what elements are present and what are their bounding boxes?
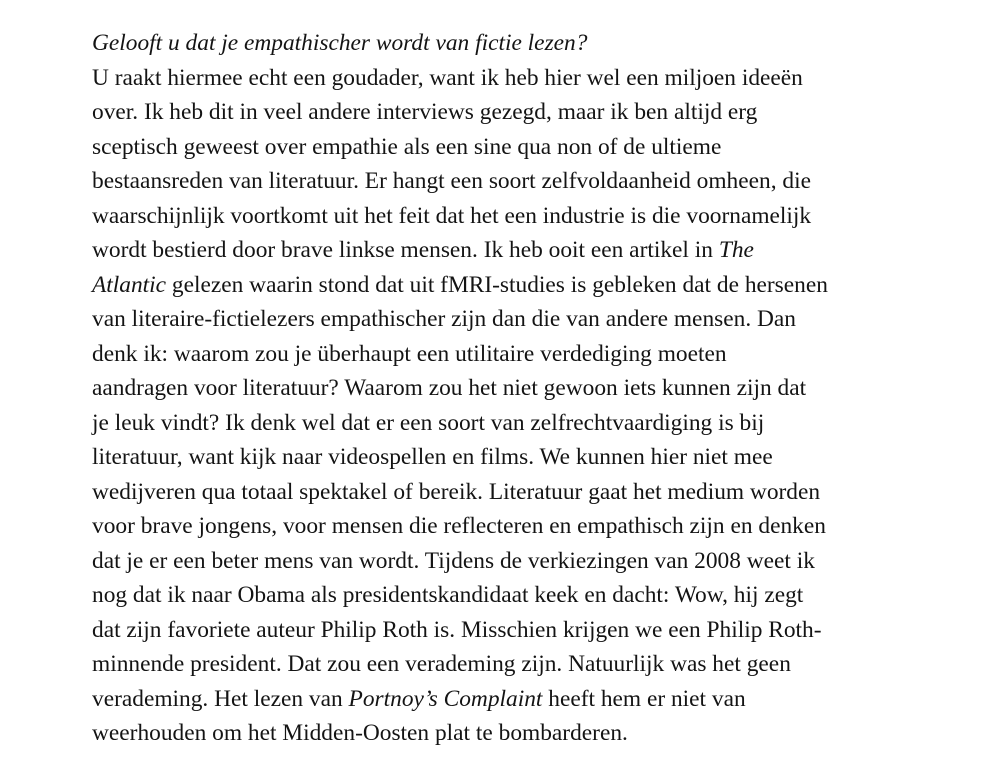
article-body bbox=[92, 26, 952, 751]
answer-line: denk ik: waarom zou je überhaupt een utilitaire verdediging moeten bbox=[92, 340, 727, 367]
answer-line: van literaire-fictielezers empathischer zijn dan die van andere mensen. Dan bbox=[92, 306, 796, 332]
answer-line-text: heeft hem er niet van bbox=[542, 685, 746, 712]
answer-line-text: gelezen waarin stond dat uit fMRI-studies is gebleken dat de hersenen bbox=[166, 271, 828, 298]
publication-title-atlantic: Atlantic bbox=[92, 271, 167, 298]
answer-line: U raakt hiermee echt een goudader, want ik heb hier wel een miljoen ideeën bbox=[92, 64, 803, 91]
answer-line-text: wordt bestierd door brave linkse mensen. Ik heb ooit een artikel in bbox=[92, 237, 719, 263]
answer-line: nog dat ik naar Obama als presidentskandidaat keek en dacht: Wow, hij zegt bbox=[92, 582, 804, 608]
answer-line: bestaansreden van literatuur. Er hangt een soort zelfvoldaanheid omheen, die bbox=[92, 168, 811, 194]
answer-line: weerhouden om het Midden-Oosten plat te bombarderen. bbox=[92, 720, 628, 746]
answer-line: dat je er een beter mens van wordt. Tijdens de verkiezingen van 2008 weet ik bbox=[92, 547, 815, 574]
interview-answer bbox=[92, 61, 952, 751]
answer-line: dat zijn favoriete auteur Philip Roth is. Misschien krijgen we een Philip Roth- bbox=[92, 616, 822, 643]
answer-line bbox=[92, 268, 952, 303]
answer-line: aandragen voor literatuur? Waarom zou het niet gewoon iets kunnen zijn dat bbox=[92, 375, 807, 401]
interview-question: Gelooft u dat je empathischer wordt van fictie lezen? bbox=[92, 30, 588, 56]
publication-title-the: The bbox=[718, 237, 754, 263]
answer-line bbox=[92, 682, 952, 717]
answer-line: literatuur, want kijk naar videospellen en films. We kunnen hier niet mee bbox=[92, 444, 773, 470]
answer-line: voor brave jongens, voor mensen die reflecteren en empathisch zijn en denken bbox=[92, 513, 826, 539]
answer-line: over. Ik heb dit in veel andere interviews gezegd, maar ik ben altijd erg bbox=[92, 99, 758, 125]
answer-line: wedijveren qua totaal spektakel of bereik. Literatuur gaat het medium worden bbox=[92, 478, 821, 505]
answer-line-text: verademing. Het lezen van bbox=[92, 685, 349, 712]
answer-line: minnende president. Dat zou een verademing zijn. Natuurlijk was het geen bbox=[92, 651, 791, 677]
answer-line: sceptisch geweest over empathie als een sine qua non of de ultieme bbox=[92, 133, 722, 160]
answer-line bbox=[92, 233, 952, 268]
book-title-portnoys-complaint: Portnoy’s Complaint bbox=[348, 685, 543, 712]
answer-line: waarschijnlijk voortkomt uit het feit dat het een industrie is die voornamelijk bbox=[92, 202, 812, 229]
answer-line: je leuk vindt? Ik denk wel dat er een soort van zelfrechtvaardiging is bij bbox=[92, 409, 765, 436]
